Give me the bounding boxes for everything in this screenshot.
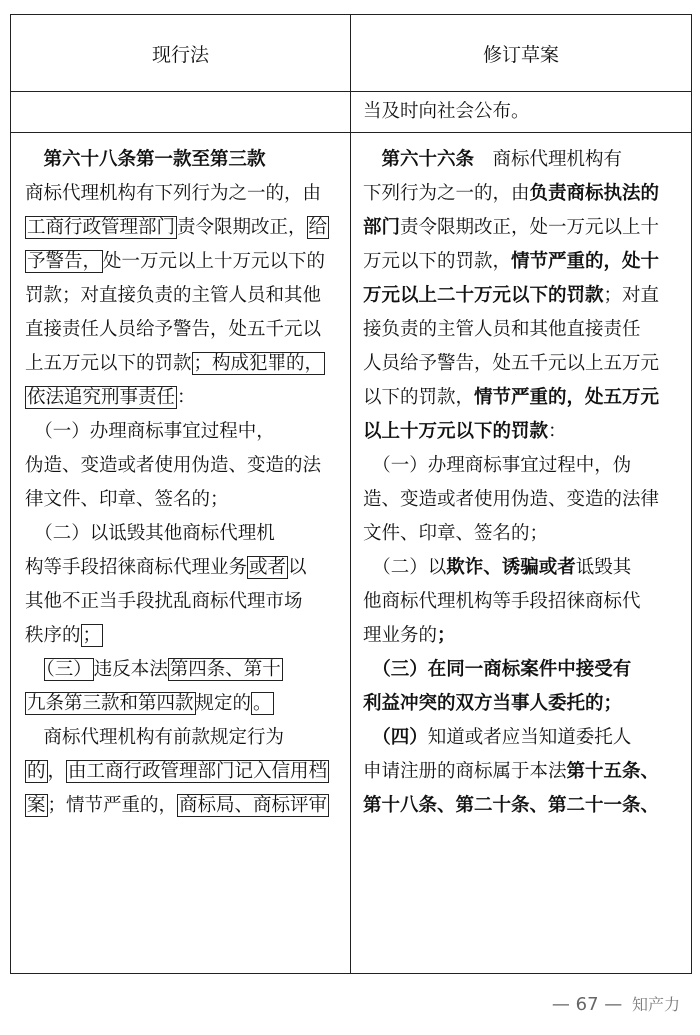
text-span: ， (47, 761, 67, 782)
text-span: 责令限期改正，处一万元以上十 (400, 217, 660, 238)
bold-text: 第六十八条第一款至第三款 (25, 149, 266, 170)
text-span: 商标代理机构有 (492, 149, 623, 170)
text-line (25, 143, 341, 177)
page-number: — 67 — (551, 994, 623, 1015)
text-line (363, 585, 681, 619)
text-span: 直接责任人员给予警告，处五千元以 (25, 319, 322, 340)
text-line (363, 211, 681, 245)
boxed-text: 予警告， (27, 251, 102, 272)
bold-text: 第十五条、 (566, 761, 660, 782)
header-divider (11, 91, 691, 92)
bold-text: 情节严重的，处十 (511, 251, 660, 272)
bold-text: 第十八条、第二十条、第二十一条、 (363, 795, 660, 816)
row1-right-text (363, 95, 681, 129)
comparison-table (10, 14, 692, 974)
boxed-text: ； (82, 625, 102, 646)
bold-text: ； (437, 625, 456, 646)
text-span: ： (548, 421, 567, 442)
boxed-text: 或者 (249, 557, 287, 578)
text-span: 下列行为之一的，由 (363, 183, 530, 204)
text-span (25, 659, 44, 680)
text-line (25, 381, 341, 415)
header-revised-draft: 修订草案 (482, 43, 559, 66)
text-line (25, 551, 341, 585)
bold-text: 欺诈、诱骗或者 (446, 557, 576, 578)
text-line (363, 415, 681, 449)
text-line (25, 245, 341, 279)
header-current-law: 现行法 (151, 43, 209, 66)
text-line (363, 313, 681, 347)
text-span: 造、变造或者使用伪造、变造的法律 (363, 489, 660, 510)
text-line (363, 483, 681, 517)
boxed-text: 第四条、第十 (169, 659, 281, 680)
boxed-text: 由工商行政管理部门记入信用档 (68, 761, 328, 782)
column-divider (350, 15, 351, 973)
text-span: 诋毁其 (575, 557, 632, 578)
text-line (363, 143, 681, 177)
text-line (363, 619, 681, 653)
text-line (363, 347, 681, 381)
text-line (363, 755, 681, 789)
bold-text: 万元以上二十万元以下的罚款 (363, 285, 604, 306)
bold-text: （三）在同一商标案件中接受有 (363, 659, 632, 680)
text-span: 他商标代理机构等手段招徕商标代 (363, 591, 641, 612)
bold-text: 部门 (363, 217, 401, 238)
boxed-text: （三） (45, 659, 92, 680)
text-span: 责令限期改正， (177, 217, 307, 238)
text-span: 其他不正当手段扰乱商标代理市场 (25, 591, 303, 612)
page-footer (552, 992, 680, 1015)
text-span: 构等手段招徕商标代理业务 (25, 557, 248, 578)
boxed-text: 案 (27, 795, 46, 816)
boxed-text: 九条第三款和第四款 (27, 693, 194, 714)
boxed-text: 工商行政管理部门 (27, 217, 176, 238)
text-line (363, 721, 681, 755)
text-line (25, 483, 341, 517)
text-line (25, 789, 341, 823)
text-line (25, 177, 341, 211)
text-span: 以 (288, 557, 307, 578)
text-span: （一）办理商标事宜过程中， (25, 421, 275, 442)
text-line (25, 347, 341, 381)
boxed-text: ；构成犯罪的， (193, 353, 324, 374)
text-span: 商标代理机构有下列行为之一的，由 (25, 183, 322, 204)
text-span: 处一万元以上十万元以下的 (103, 251, 326, 272)
boxed-text: 给 (308, 217, 328, 238)
text-line (363, 653, 681, 687)
text-span: 商标代理机构有前款规定行为 (25, 727, 285, 748)
revised-draft-article (363, 143, 681, 823)
text-line (363, 687, 681, 721)
text-line (25, 279, 341, 313)
boxed-text: 的 (27, 761, 46, 782)
current-law-article (25, 143, 341, 823)
bold-text: （四） (363, 727, 428, 748)
boxed-text: 商标局、商标评审 (179, 795, 328, 816)
text-line (25, 619, 341, 653)
text-span: 违反本法 (93, 659, 168, 680)
text-span: 接负责的主管人员和其他直接责任 (363, 319, 641, 340)
boxed-text: 。 (253, 693, 272, 714)
text-span: 秩序的 (25, 625, 81, 646)
bold-text: 利益冲突的双方当事人委托的； (363, 693, 623, 714)
bold-text: 第六十六条 (363, 149, 493, 170)
text-line (25, 721, 341, 755)
text-span: 律文件、印章、签名的； (25, 489, 229, 510)
text-line (25, 313, 341, 347)
text-line: 当及时向社会公布。 (363, 101, 530, 122)
text-line (25, 687, 341, 721)
text-line (25, 755, 341, 789)
text-span: （一）办理商标事宜过程中，伪 (363, 455, 632, 476)
text-span: 以下的罚款， (363, 387, 475, 408)
bold-text: 负责商标执法的 (529, 183, 660, 204)
text-line (25, 415, 341, 449)
text-span: 申请注册的商标属于本法 (363, 761, 567, 782)
text-line (363, 551, 681, 585)
text-span: （二）以 (363, 557, 447, 578)
text-line (25, 517, 341, 551)
text-span: 伪造、变造或者使用伪造、变造的法 (25, 455, 322, 476)
bold-text: 以上十万元以下的罚款 (363, 421, 549, 442)
text-line (25, 449, 341, 483)
text-line (363, 381, 681, 415)
text-line (363, 449, 681, 483)
text-span: ： (177, 387, 196, 408)
text-line (363, 279, 681, 313)
bold-text: 情节严重的，处五万元 (474, 387, 660, 408)
text-line (25, 585, 341, 619)
text-span: 人员给予警告，处五千元以上五万元 (363, 353, 660, 374)
text-line (363, 245, 681, 279)
boxed-text: 依法追究刑事责任 (27, 387, 176, 408)
text-span: 万元以下的罚款， (363, 251, 512, 272)
text-span: 罚款；对直接负责的主管人员和其他 (25, 285, 322, 306)
text-line (363, 177, 681, 211)
text-line (363, 789, 681, 823)
text-span: （二）以诋毁其他商标代理机 (25, 523, 275, 544)
text-span: 规定的 (195, 693, 252, 714)
text-span: ；情节严重的， (47, 795, 178, 816)
text-span: 上五万元以下的罚款 (25, 353, 192, 374)
text-line (25, 653, 341, 687)
row-divider (11, 132, 691, 133)
text-span: 理业务的 (363, 625, 438, 646)
text-span: 知道或者应当知道委托人 (427, 727, 632, 748)
watermark: 知产力 (631, 995, 680, 1014)
text-span: 文件、印章、签名的； (363, 523, 549, 544)
text-line (25, 211, 341, 245)
text-span: ；对直 (603, 285, 660, 306)
text-line (363, 517, 681, 551)
